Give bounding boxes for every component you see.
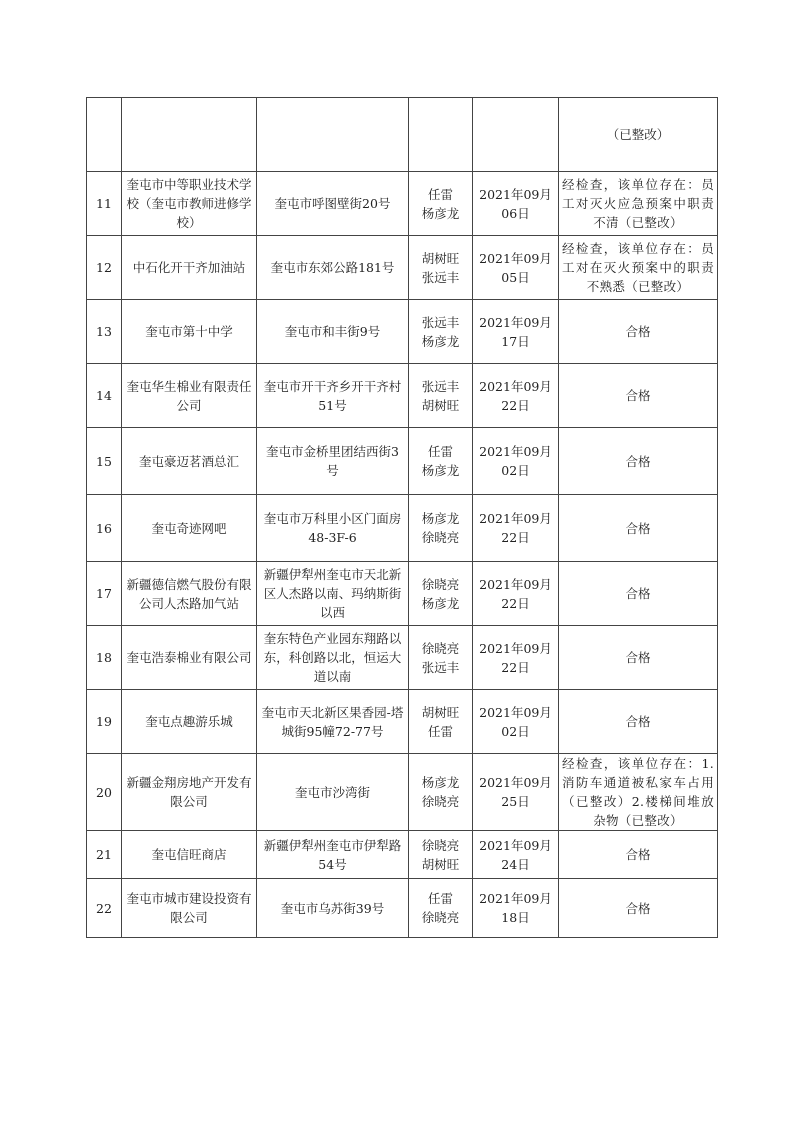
cell-address: 奎屯市和丰街9号 bbox=[257, 300, 409, 364]
cell-address: 奎屯市乌苏街39号 bbox=[257, 879, 409, 938]
cell-inspectors bbox=[409, 626, 473, 690]
inspector-name: 杨彦龙 bbox=[421, 333, 460, 349]
cell-address: 新疆伊犁州奎屯市天北新区人杰路以南、玛纳斯街以西 bbox=[257, 562, 409, 626]
cell-inspectors bbox=[409, 495, 473, 562]
cell-no: 20 bbox=[87, 754, 122, 831]
cell-no bbox=[87, 98, 122, 172]
cell-name: 奎屯市中等职业技术学校（奎屯市教师进修学校） bbox=[122, 172, 257, 236]
cell-date: 2021年09月22日 bbox=[473, 562, 559, 626]
cell-inspectors bbox=[409, 98, 473, 172]
cell-date: 2021年09月05日 bbox=[473, 236, 559, 300]
cell-address: 新疆伊犁州奎屯市伊犁路54号 bbox=[257, 831, 409, 879]
continuation-row bbox=[87, 98, 718, 172]
inspector-name: 胡树旺 bbox=[421, 856, 460, 872]
inspector-name: 胡树旺 bbox=[421, 250, 460, 266]
table-row bbox=[87, 236, 718, 300]
inspector-name: 徐晓亮 bbox=[421, 530, 460, 545]
cell-inspectors bbox=[409, 300, 473, 364]
cell-date: 2021年09月22日 bbox=[473, 495, 559, 562]
cell-date: 2021年09月02日 bbox=[473, 428, 559, 495]
cell-result: 合格 bbox=[559, 495, 718, 562]
cell-date: 2021年09月18日 bbox=[473, 879, 559, 938]
inspector-name: 徐晓亮 bbox=[421, 910, 460, 925]
inspector-name: 徐晓亮 bbox=[421, 640, 460, 656]
cell-name: 奎屯浩泰棉业有限公司 bbox=[122, 626, 257, 690]
cell-name: 奎屯市城市建设投资有限公司 bbox=[122, 879, 257, 938]
table-row bbox=[87, 364, 718, 428]
cell-date: 2021年09月22日 bbox=[473, 364, 559, 428]
table-row bbox=[87, 428, 718, 495]
inspector-name: 杨彦龙 bbox=[421, 775, 460, 790]
cell-result: 合格 bbox=[559, 364, 718, 428]
cell-address: 奎屯市沙湾街 bbox=[257, 754, 409, 831]
cell-no: 16 bbox=[87, 495, 122, 562]
cell-name: 奎屯点趣游乐城 bbox=[122, 690, 257, 754]
inspection-table-body bbox=[87, 98, 718, 938]
table-row bbox=[87, 626, 718, 690]
cell-inspectors bbox=[409, 236, 473, 300]
cell-name: 新疆德信燃气股份有限公司人杰路加气站 bbox=[122, 562, 257, 626]
cell-address bbox=[257, 98, 409, 172]
cell-no: 19 bbox=[87, 690, 122, 754]
cell-result: 合格 bbox=[559, 562, 718, 626]
cell-date: 2021年09月17日 bbox=[473, 300, 559, 364]
cell-address: 奎东特色产业园东翔路以东，科创路以北，恒运大道以南 bbox=[257, 626, 409, 690]
cell-result: 经检查，该单位存在：员工对灭火应急预案中职责不清（已整改） bbox=[559, 172, 718, 236]
cell-name: 新疆金翔房地产开发有限公司 bbox=[122, 754, 257, 831]
cell-result: 合格 bbox=[559, 831, 718, 879]
cell-name: 奎屯华生棉业有限责任公司 bbox=[122, 364, 257, 428]
inspector-name: 胡树旺 bbox=[421, 397, 460, 413]
cell-no: 13 bbox=[87, 300, 122, 364]
inspector-name: 杨彦龙 bbox=[421, 463, 460, 478]
cell-name: 奎屯信旺商店 bbox=[122, 831, 257, 879]
cell-address: 奎屯市万科里小区门面房48-3F-6 bbox=[257, 495, 409, 562]
cell-no: 12 bbox=[87, 236, 122, 300]
cell-date: 2021年09月02日 bbox=[473, 690, 559, 754]
cell-result: （已整改） bbox=[559, 98, 718, 172]
inspection-table bbox=[86, 97, 718, 938]
cell-name: 奎屯豪迈茗酒总汇 bbox=[122, 428, 257, 495]
cell-no: 17 bbox=[87, 562, 122, 626]
inspector-name: 任雷 bbox=[427, 891, 453, 906]
cell-inspectors bbox=[409, 364, 473, 428]
inspector-name: 张远丰 bbox=[421, 659, 460, 675]
cell-inspectors bbox=[409, 754, 473, 831]
cell-result: 合格 bbox=[559, 428, 718, 495]
cell-no: 14 bbox=[87, 364, 122, 428]
cell-result: 合格 bbox=[559, 690, 718, 754]
cell-address: 奎屯市天北新区果香园-塔城街95幢72-77号 bbox=[257, 690, 409, 754]
cell-no: 21 bbox=[87, 831, 122, 879]
table-row bbox=[87, 562, 718, 626]
cell-address: 奎屯市呼图壁街20号 bbox=[257, 172, 409, 236]
cell-name: 奎屯奇迹网吧 bbox=[122, 495, 257, 562]
inspector-name: 张远丰 bbox=[421, 269, 460, 285]
inspector-name: 杨彦龙 bbox=[421, 511, 460, 526]
cell-inspectors bbox=[409, 428, 473, 495]
cell-inspectors bbox=[409, 172, 473, 236]
inspector-name: 杨彦龙 bbox=[421, 205, 460, 221]
cell-date: 2021年09月24日 bbox=[473, 831, 559, 879]
table-row bbox=[87, 495, 718, 562]
inspector-name: 徐晓亮 bbox=[421, 576, 460, 592]
cell-address: 奎屯市东郊公路181号 bbox=[257, 236, 409, 300]
inspector-name: 张远丰 bbox=[421, 378, 460, 394]
cell-date: 2021年09月22日 bbox=[473, 626, 559, 690]
cell-result: 合格 bbox=[559, 879, 718, 938]
table-row bbox=[87, 690, 718, 754]
cell-date: 2021年09月25日 bbox=[473, 754, 559, 831]
inspector-name: 任雷 bbox=[427, 723, 453, 739]
cell-address: 奎屯市开干齐乡开干齐村51号 bbox=[257, 364, 409, 428]
table-row bbox=[87, 172, 718, 236]
cell-inspectors bbox=[409, 690, 473, 754]
cell-inspectors bbox=[409, 879, 473, 938]
inspector-name: 徐晓亮 bbox=[421, 794, 460, 809]
inspector-name: 胡树旺 bbox=[421, 704, 460, 720]
cell-date: 2021年09月06日 bbox=[473, 172, 559, 236]
table-row bbox=[87, 831, 718, 879]
cell-inspectors bbox=[409, 831, 473, 879]
cell-no: 15 bbox=[87, 428, 122, 495]
cell-address: 奎屯市金桥里团结西街3号 bbox=[257, 428, 409, 495]
cell-result: 经检查，该单位存在：1.消防车通道被私家车占用（已整改）2.楼梯间堆放杂物（已整改） bbox=[559, 754, 718, 831]
table-row bbox=[87, 300, 718, 364]
inspector-name: 任雷 bbox=[427, 186, 453, 202]
cell-no: 22 bbox=[87, 879, 122, 938]
cell-result: 合格 bbox=[559, 626, 718, 690]
table-row bbox=[87, 879, 718, 938]
cell-no: 18 bbox=[87, 626, 122, 690]
inspector-name: 徐晓亮 bbox=[421, 837, 460, 853]
cell-name: 奎屯市第十中学 bbox=[122, 300, 257, 364]
cell-name bbox=[122, 98, 257, 172]
inspector-name: 杨彦龙 bbox=[421, 595, 460, 611]
cell-inspectors bbox=[409, 562, 473, 626]
cell-date bbox=[473, 98, 559, 172]
inspector-name: 任雷 bbox=[427, 444, 453, 459]
cell-no: 11 bbox=[87, 172, 122, 236]
cell-result: 合格 bbox=[559, 300, 718, 364]
table-row bbox=[87, 754, 718, 831]
inspector-name: 张远丰 bbox=[421, 314, 460, 330]
cell-result: 经检查，该单位存在：员工对在灭火预案中的职责不熟悉（已整改） bbox=[559, 236, 718, 300]
cell-name: 中石化开干齐加油站 bbox=[122, 236, 257, 300]
